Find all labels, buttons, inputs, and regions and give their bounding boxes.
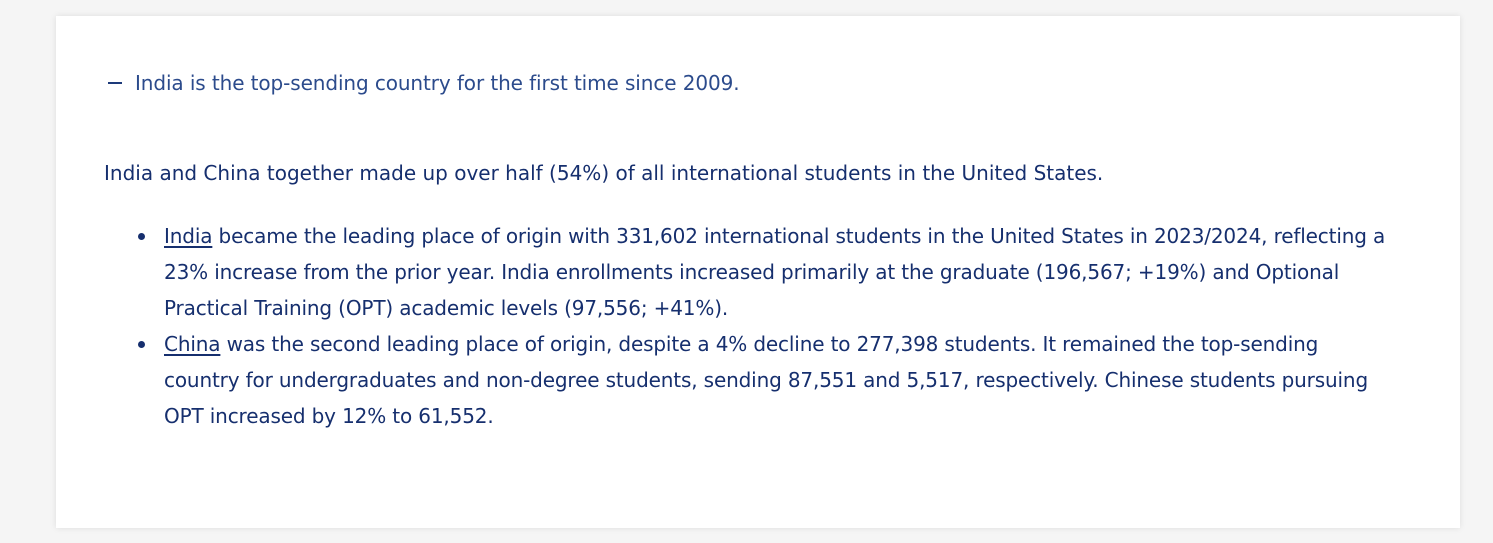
dash-item-text: India is the top-sending country for the first time since 2009. — [135, 71, 740, 95]
china-link[interactable]: China — [164, 332, 221, 356]
india-link[interactable]: India — [164, 224, 213, 248]
list-item-text: became the leading place of origin with 331,602 international students in the United States in 2023/2024, reflecting a 23% increase from the prior year. India enrollments increased primarily at the graduate (196,567; +19%) and Optional Practical Training (OPT) academic levels (97,556; +41%). — [164, 224, 1386, 320]
summary-paragraph: India and China together made up over half (54%) of all international students in the United States. — [104, 161, 1104, 185]
bullet-icon — [138, 341, 145, 348]
dash-icon — [108, 82, 122, 84]
dash-list-item — [108, 70, 739, 96]
bullet-icon — [138, 233, 145, 240]
list-item — [164, 218, 1394, 326]
content-card — [56, 16, 1460, 528]
bullet-list — [164, 218, 1394, 434]
list-item — [164, 326, 1394, 434]
list-item-text: was the second leading place of origin, despite a 4% decline to 277,398 students. It remained the top-sending country for undergraduates and non-degree students, sending 87,551 and 5,517, respectively. Chinese students pursuing OPT increased by 12% to 61,552. — [164, 332, 1369, 428]
